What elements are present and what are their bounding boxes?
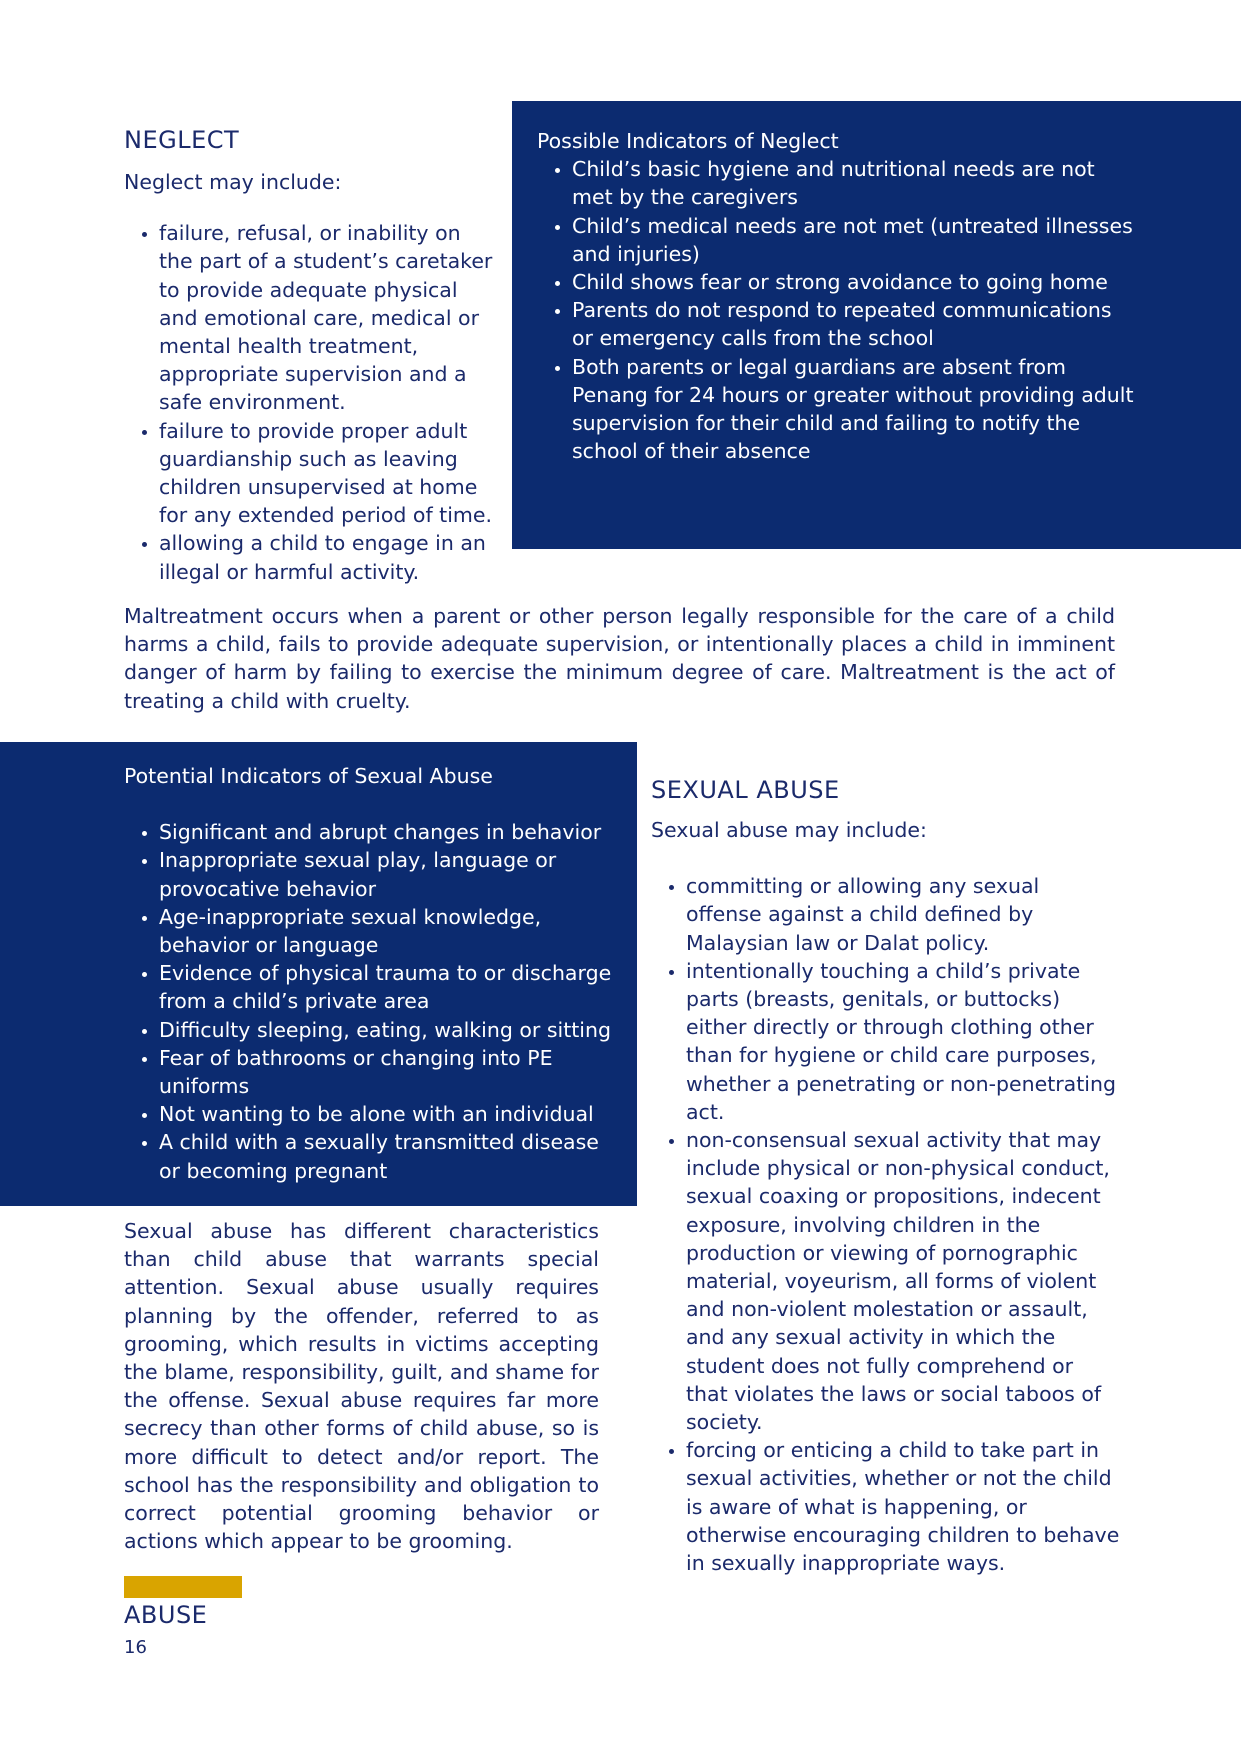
list-item: • Both parents or legal guardians are absent from Penang for 24 hours or greater without providing adult supervision for their child and failing to notify the school of their absence: [572, 353, 1137, 466]
list-item: • intentionally touching a child’s private parts (breasts, genitals, or buttocks) either directly or through clothing other than for hygiene or child care purposes, whether a penetrating or non-penetrating act.: [686, 957, 1121, 1126]
neglect-heading: NEGLECT: [124, 126, 240, 154]
neglect-list: [124, 219, 496, 586]
list-item: • committing or allowing any sexual offense against a child defined by Malaysian law or Dalat policy.: [686, 872, 1121, 957]
list-item: • Difficulty sleeping, eating, walking or sitting: [159, 1016, 624, 1044]
list-item: • Evidence of physical trauma to or discharge from a child’s private area: [159, 959, 624, 1015]
list-item: • non-consensual sexual activity that may include physical or non-physical conduct, sexual coaxing or propositions, indecent exposure, involving children in the production or viewing of pornographic material, voyeurism, all forms of violent and non-violent molestation or assault, and any sexual activity in which the student does not fully comprehend or that violates the laws or social taboos of society.: [686, 1126, 1121, 1436]
neglect-intro: Neglect may include:: [124, 170, 342, 194]
maltreatment-paragraph: Maltreatment occurs when a parent or other person legally responsible for the care of a child harms a child, fails to provide adequate supervision, or intentionally places a child in imminent danger of harm by failing to exercise the minimum degree of care. Maltreatment is the act of treating a child with cruelty.: [124, 604, 1115, 713]
footer-accent-bar: [124, 1576, 242, 1598]
neglect-indicators-title: Possible Indicators of Neglect: [537, 129, 839, 153]
sexual-abuse-characteristics-paragraph: Sexual abuse has different characteristics than child abuse that warrants special attention. Sexual abuse usually requires planning by the offender, referred to as grooming, which results in victims accepting the blame, responsibility, guilt, and shame for the offense. Sexual abuse requires far more secrecy than other forms of child abuse, so is more difficult to detect and/or report. The school has the responsibility and obligation to correct potential grooming behavior or actions which appear to be grooming.: [124, 1219, 599, 1554]
list-item: • failure, refusal, or inability on the part of a student’s caretaker to provide adequate physical and emotional care, medical or mental health treatment, appropriate supervision and a safe environment.: [159, 219, 496, 416]
neglect-indicators-panel: [512, 101, 1241, 549]
list-item: • Age-inappropriate sexual knowledge, behavior or language: [159, 903, 624, 959]
sexual-abuse-indicators-panel: [0, 742, 637, 1206]
neglect-indicators-list: [537, 155, 1137, 465]
list-item: • Child’s medical needs are not met (untreated illnesses and injuries): [572, 212, 1137, 268]
sexual-abuse-section: [651, 776, 1121, 1577]
footer-section-label: ABUSE: [124, 1601, 208, 1629]
sexual-abuse-indicators-list: [124, 818, 624, 1185]
list-item: • A child with a sexually transmitted disease or becoming pregnant: [159, 1128, 624, 1184]
sexual-abuse-list: [651, 872, 1121, 1577]
list-item: • Inappropriate sexual play, language or provocative behavior: [159, 846, 624, 902]
list-item: • Fear of bathrooms or changing into PE uniforms: [159, 1044, 624, 1100]
neglect-section: [124, 126, 496, 586]
list-item: • Not wanting to be alone with an individual: [159, 1100, 624, 1128]
list-item: • Parents do not respond to repeated communications or emergency calls from the school: [572, 296, 1137, 352]
list-item: • Significant and abrupt changes in behavior: [159, 818, 624, 846]
list-item: • forcing or enticing a child to take part in sexual activities, whether or not the child is aware of what is happening, or otherwise encouraging children to behave in sexually inappropriate ways.: [686, 1436, 1121, 1577]
list-item: • Child shows fear or strong avoidance to going home: [572, 268, 1137, 296]
list-item: • failure to provide proper adult guardianship such as leaving children unsupervised at home for any extended period of time.: [159, 417, 496, 530]
sexual-abuse-indicators-title: Potential Indicators of Sexual Abuse: [124, 764, 493, 788]
page-number: 16: [124, 1637, 147, 1658]
list-item: • allowing a child to engage in an illegal or harmful activity.: [159, 529, 496, 585]
list-item: • Child’s basic hygiene and nutritional needs are not met by the caregivers: [572, 155, 1137, 211]
sexual-abuse-heading: SEXUAL ABUSE: [651, 776, 840, 804]
sexual-abuse-intro: Sexual abuse may include:: [651, 818, 927, 842]
